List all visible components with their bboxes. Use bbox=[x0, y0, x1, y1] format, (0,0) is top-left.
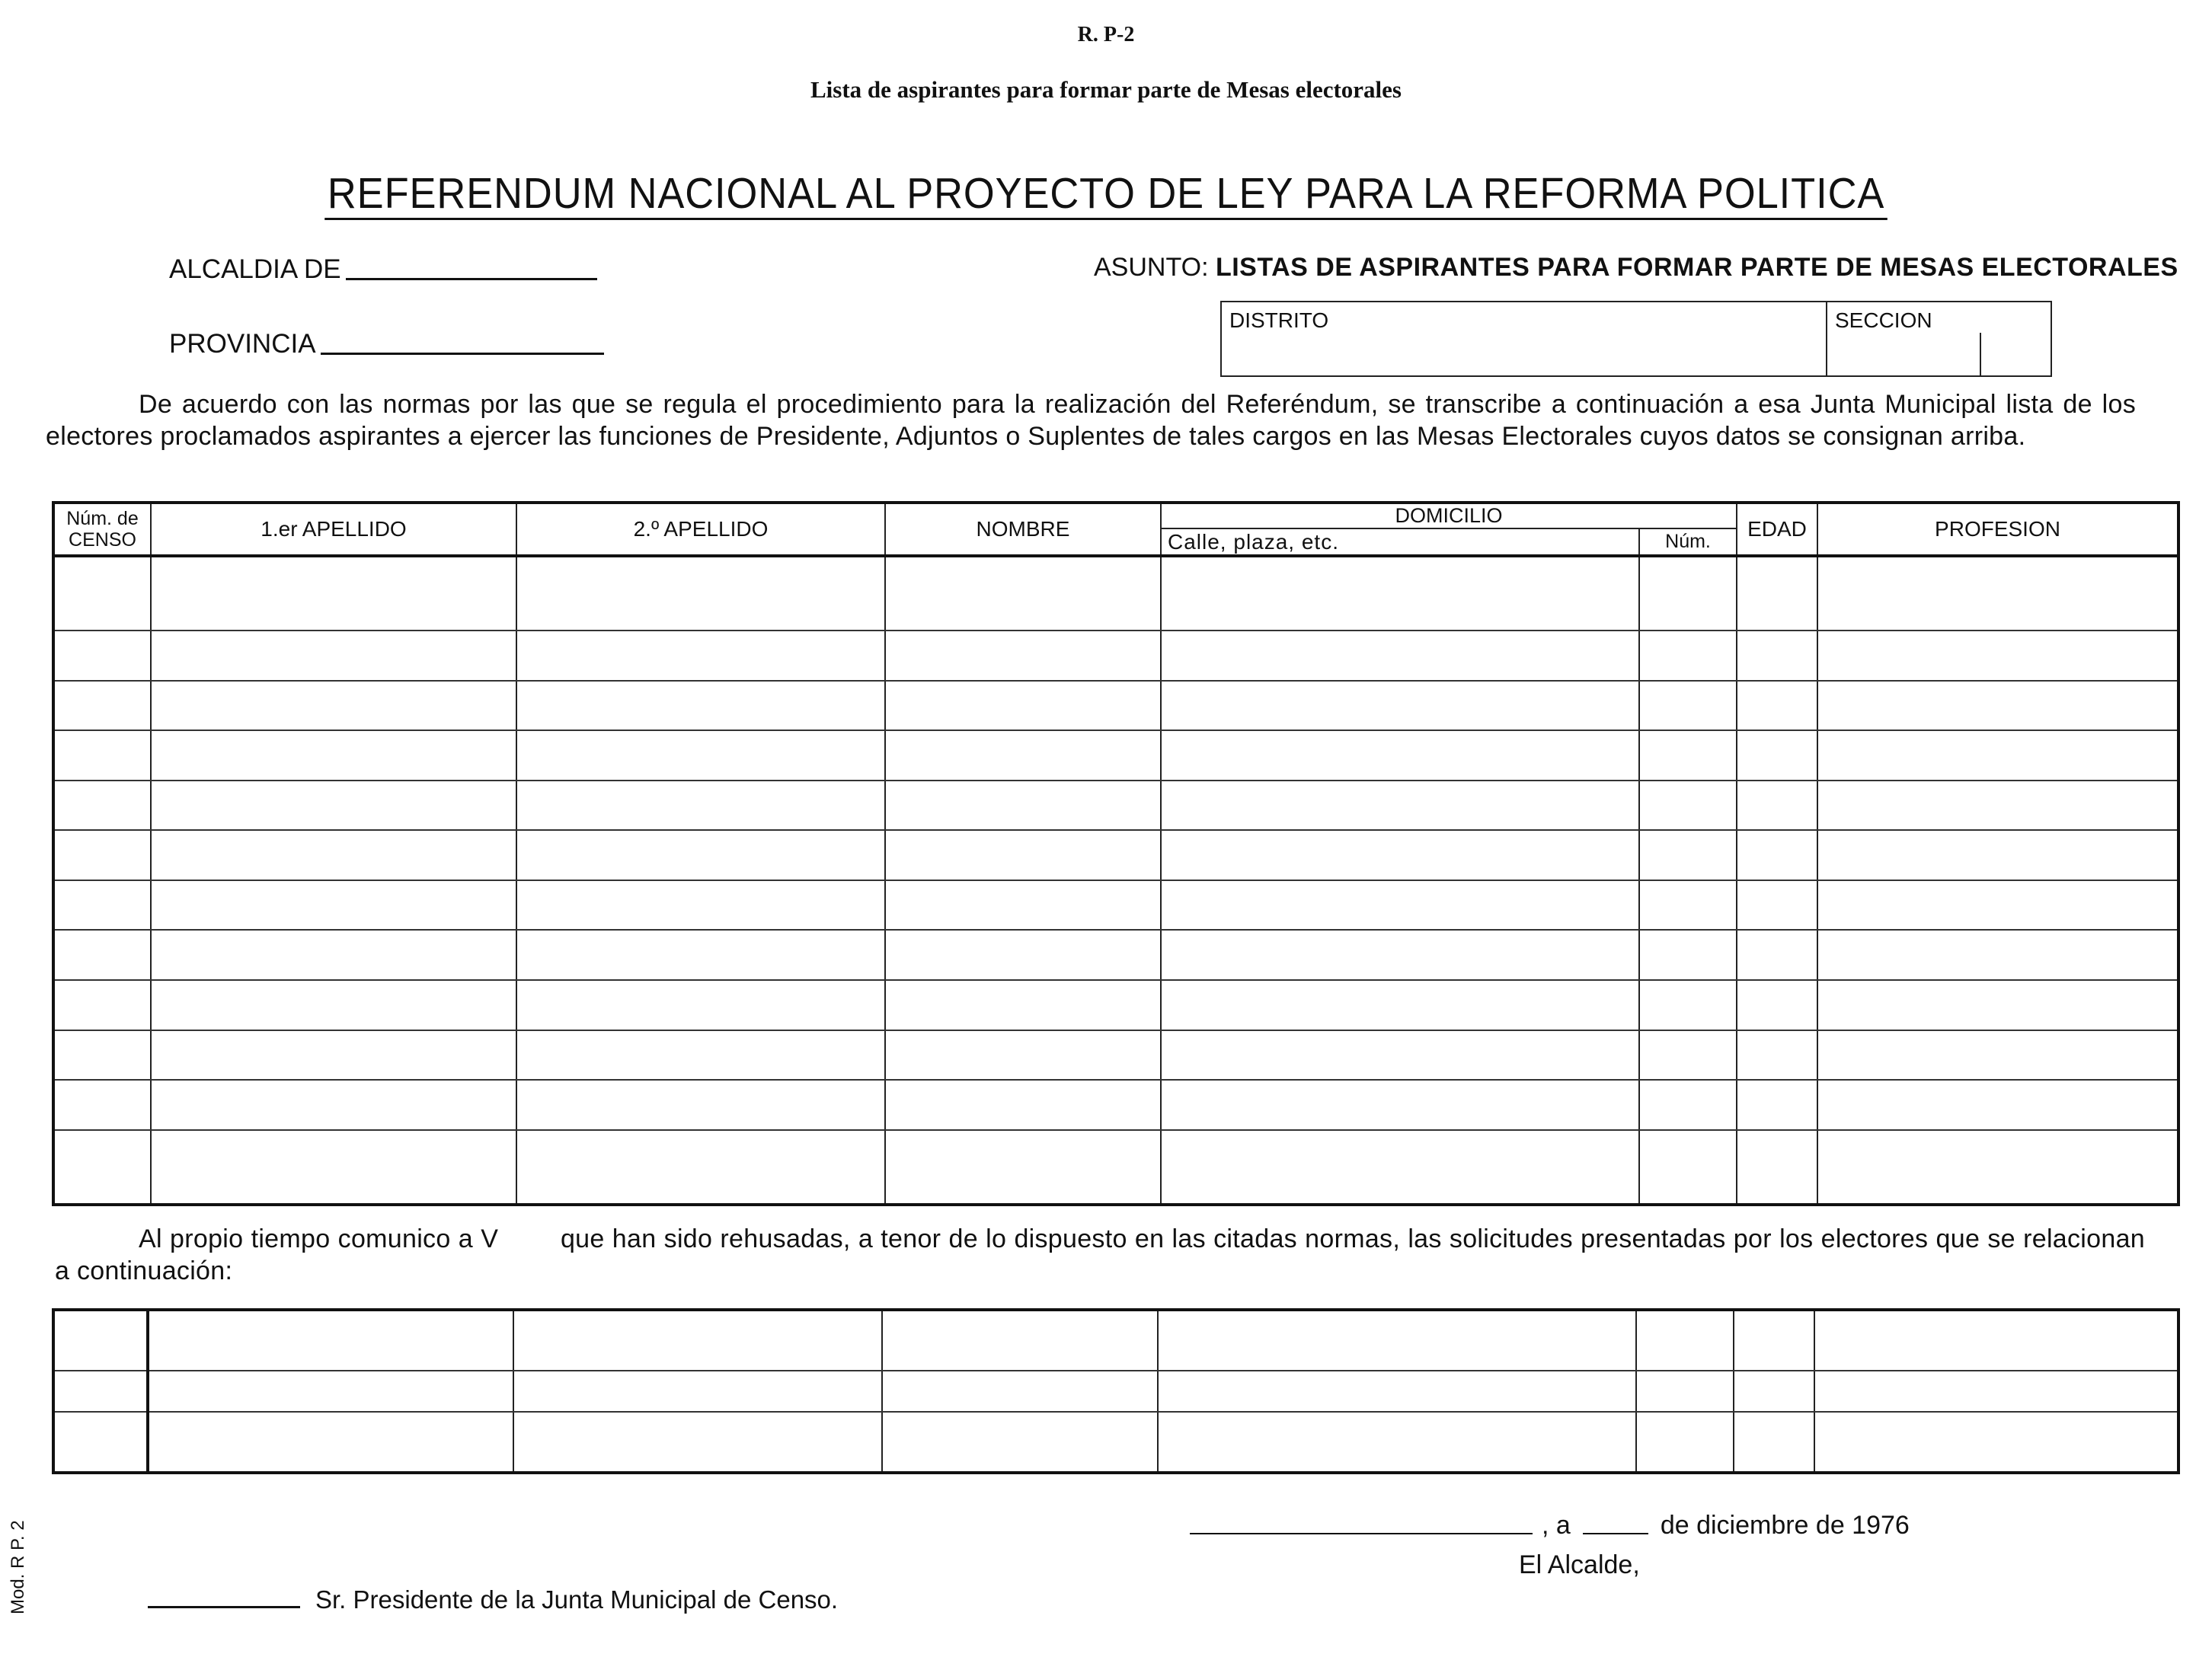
header-num: Núm. bbox=[1639, 528, 1737, 556]
provincia-blank[interactable] bbox=[321, 353, 604, 355]
side-code: Mod. R P. 2 bbox=[8, 1520, 28, 1614]
header-edad: EDAD bbox=[1737, 503, 1817, 556]
rehusadas-table bbox=[52, 1308, 2180, 1474]
table-row bbox=[53, 730, 2178, 781]
alcaldia-label: ALCALDIA DE bbox=[169, 254, 341, 284]
table-row bbox=[53, 631, 2178, 681]
table-row bbox=[53, 930, 2178, 980]
footer-date bbox=[1190, 1511, 1910, 1540]
asunto-label: ASUNTO: bbox=[1094, 253, 1209, 282]
table-row bbox=[53, 980, 2178, 1030]
main-title-wrap bbox=[0, 169, 2212, 220]
table-row bbox=[53, 1080, 2178, 1130]
provincia-label: PROVINCIA bbox=[169, 329, 316, 359]
header-apellido2: 2.º APELLIDO bbox=[516, 503, 885, 556]
date-a: , a bbox=[1542, 1511, 1571, 1540]
distrito-seccion-box bbox=[1220, 301, 2052, 377]
date-text: de diciembre de 1976 bbox=[1660, 1511, 1910, 1540]
table-row bbox=[53, 1030, 2178, 1081]
form-code: R. P-2 bbox=[1077, 23, 1135, 46]
table-row bbox=[53, 830, 2178, 880]
header-censo: Núm. de CENSO bbox=[53, 503, 151, 556]
table-row bbox=[53, 1310, 2178, 1371]
asunto bbox=[1094, 253, 2178, 283]
seccion-divider bbox=[1980, 333, 1981, 375]
place-blank[interactable] bbox=[1190, 1533, 1533, 1534]
list-title: Lista de aspirantes para formar parte de Mesas electorales bbox=[810, 76, 1402, 103]
seccion-label: SECCION bbox=[1835, 308, 1932, 332]
table-row bbox=[53, 1412, 2178, 1473]
table-row bbox=[53, 1130, 2178, 1205]
provincia-field bbox=[169, 329, 604, 359]
table-row bbox=[53, 880, 2178, 931]
header-calle: Calle, plaza, etc. bbox=[1161, 528, 1639, 556]
table-row bbox=[53, 556, 2178, 631]
alcalde-signature-label: El Alcalde, bbox=[1519, 1550, 1640, 1579]
table-row bbox=[53, 781, 2178, 831]
asunto-value: LISTAS DE ASPIRANTES PARA FORMAR PARTE DE MESAS ELECTORALES bbox=[1215, 253, 2178, 282]
header-profesion: PROFESION bbox=[1817, 503, 2178, 556]
header-nombre: NOMBRE bbox=[885, 503, 1161, 556]
alcaldia-blank[interactable] bbox=[346, 278, 597, 280]
seccion-cell[interactable] bbox=[1827, 302, 2051, 375]
header-apellido1: 1.er APELLIDO bbox=[151, 503, 516, 556]
presidente-line bbox=[148, 1585, 838, 1614]
distrito-label: DISTRITO bbox=[1229, 308, 1329, 332]
main-title: REFERENDUM NACIONAL AL PROYECTO DE LEY PARA LA REFORMA POLITICA bbox=[324, 169, 1888, 220]
rehusadas-paragraph: Al propio tiempo comunico a V que han sido rehusadas, a tenor de lo dispuesto en las citadas normas, las solicitudes presentadas por los electores que se relacionan a continuación: bbox=[55, 1224, 2153, 1285]
day-blank[interactable] bbox=[1583, 1533, 1648, 1534]
table-row bbox=[53, 1371, 2178, 1412]
presidente-text: Sr. Presidente de la Junta Municipal de Censo. bbox=[315, 1585, 839, 1614]
presidente-blank[interactable] bbox=[148, 1606, 300, 1608]
header-domicilio: DOMICILIO bbox=[1161, 503, 1737, 528]
aspirantes-table bbox=[52, 501, 2180, 1206]
table-row bbox=[53, 681, 2178, 731]
intro-paragraph: De acuerdo con las normas por las que se regula el procedimiento para la realización del Referéndum, se transcribe a continuación a esa Junta Municipal lista de los electores proclamados aspirantes a ejercer las funciones de Presidente, Adjuntos o Suplentes de tales cargos en las Mesas Electorales cuyos datos se consignan arriba. bbox=[46, 390, 2136, 451]
distrito-cell[interactable] bbox=[1222, 302, 1827, 375]
alcaldia-field bbox=[169, 254, 597, 285]
